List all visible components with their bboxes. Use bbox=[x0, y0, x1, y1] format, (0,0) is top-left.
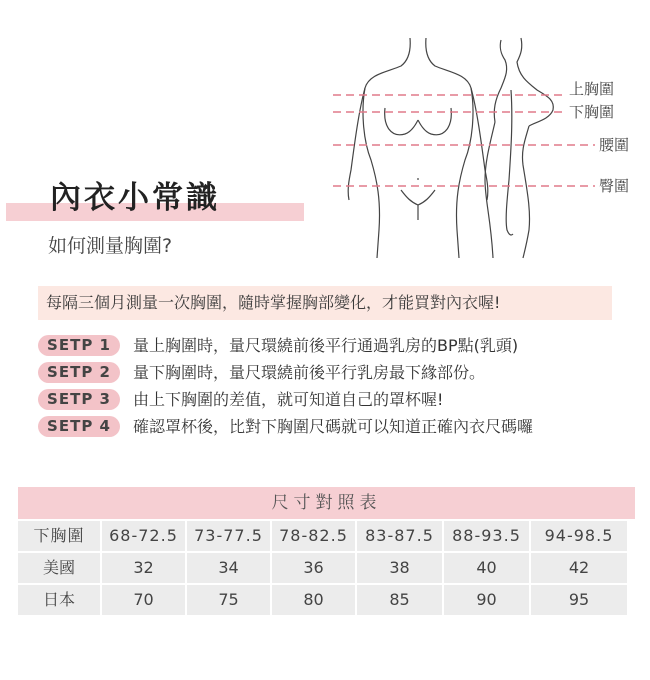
table-cell: 73-77.5 bbox=[187, 521, 270, 551]
table-cell: 70 bbox=[102, 585, 185, 615]
table-cell: 83-87.5 bbox=[357, 521, 442, 551]
table-cell: 88-93.5 bbox=[444, 521, 529, 551]
table-row-japan bbox=[18, 585, 635, 615]
table-cell: 34 bbox=[187, 553, 270, 583]
hip-label: 臀圍 bbox=[599, 177, 630, 195]
table-row-us bbox=[18, 553, 635, 583]
row-label: 下胸圍 bbox=[18, 521, 100, 551]
notice-banner: 每隔三個月測量一次胸圍，隨時掌握胸部變化，才能買對內衣喔! bbox=[38, 286, 612, 320]
page-title: 內衣小常識 bbox=[50, 180, 220, 216]
step-text: 量下胸圍時，量尺環繞前後平行乳房最下緣部份。 bbox=[133, 363, 486, 382]
body-outline-illustration bbox=[325, 30, 635, 260]
size-chart-table bbox=[18, 487, 635, 615]
step-badge: SETP 4 bbox=[38, 416, 120, 437]
step-text: 確認罩杯後，比對下胸圍尺碼就可以知道正確內衣尺碼囉 bbox=[133, 417, 534, 436]
table-cell: 80 bbox=[272, 585, 355, 615]
table-cell: 85 bbox=[357, 585, 442, 615]
row-label: 日本 bbox=[18, 585, 100, 615]
table-cell: 42 bbox=[531, 553, 627, 583]
step-text: 由上下胸圍的差值，就可知道自己的罩杯喔! bbox=[133, 390, 444, 409]
table-cell: 38 bbox=[357, 553, 442, 583]
table-row-under-bust bbox=[18, 521, 635, 551]
step-text: 量上胸圍時，量尺環繞前後平行通過乳房的BP點(乳頭) bbox=[133, 336, 519, 355]
page-subtitle: 如何測量胸圍? bbox=[48, 235, 173, 257]
waist-label: 腰圍 bbox=[599, 136, 630, 154]
under-bust-label: 下胸圍 bbox=[569, 103, 615, 121]
table-cell: 75 bbox=[187, 585, 270, 615]
table-cell: 40 bbox=[444, 553, 529, 583]
table-cell: 68-72.5 bbox=[102, 521, 185, 551]
table-cell: 90 bbox=[444, 585, 529, 615]
body-measurement-figure bbox=[325, 30, 635, 260]
upper-bust-label: 上胸圍 bbox=[569, 80, 615, 98]
table-cell: 95 bbox=[531, 585, 627, 615]
table-cell: 36 bbox=[272, 553, 355, 583]
step-badge: SETP 3 bbox=[38, 389, 120, 410]
size-chart-title: 尺寸對照表 bbox=[18, 487, 635, 519]
step-badge: SETP 2 bbox=[38, 362, 120, 383]
table-cell: 94-98.5 bbox=[531, 521, 627, 551]
table-cell: 78-82.5 bbox=[272, 521, 355, 551]
step-badge: SETP 1 bbox=[38, 335, 120, 356]
table-cell: 32 bbox=[102, 553, 185, 583]
row-label: 美國 bbox=[18, 553, 100, 583]
